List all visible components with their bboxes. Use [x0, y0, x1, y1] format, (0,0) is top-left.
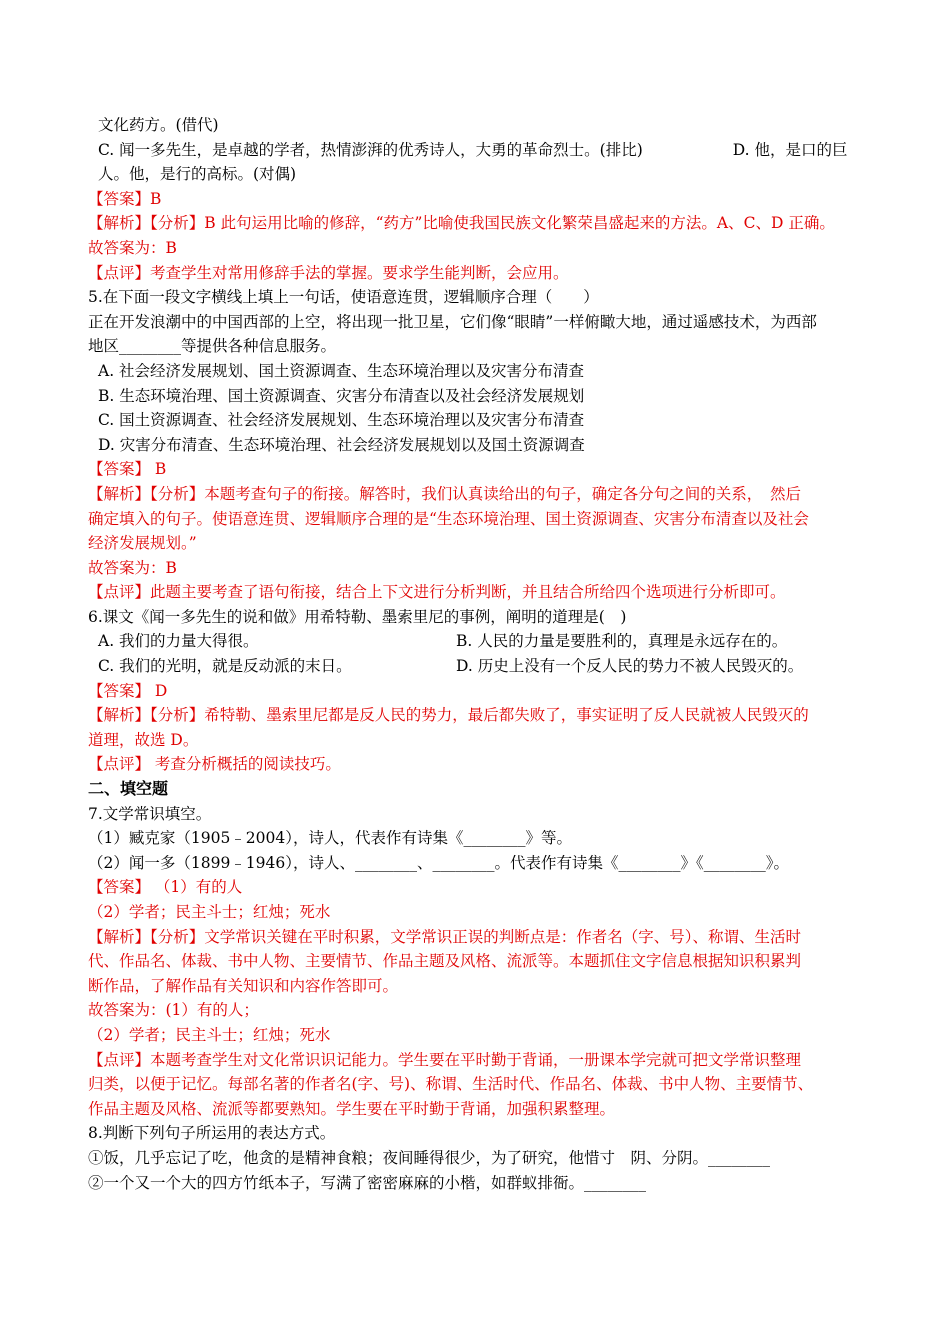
- q7-item-1: （1）臧克家（1905﹣2004），诗人，代表作有诗集《________》等。: [88, 829, 573, 848]
- q6-comment: 【点评】 考查分析概括的阅读技巧。: [88, 755, 341, 774]
- q4-option-d: D. 他，是口的巨: [732, 140, 848, 159]
- q5-option-a: A. 社会经济发展规划、国土资源调查、生态环境治理以及灾害分布清查: [98, 361, 585, 380]
- q5-final-answer: 故答案为：B: [88, 558, 177, 577]
- q5-option-c: C. 国土资源调查、社会经济发展规划、生态环境治理以及灾害分布清查: [98, 411, 585, 430]
- q6-options-ab: [88, 629, 868, 654]
- q5-option-d: D. 灾害分布清查、生态环境治理、社会经济发展规划以及国土资源调查: [98, 435, 585, 454]
- q5-analysis-3: 经济发展规划。”: [88, 534, 197, 553]
- q7-final-answer-2: （2）学者；民主斗士；红烛；死水: [88, 1025, 331, 1044]
- section-title: 二、填空题: [88, 779, 169, 799]
- q4-analysis: 【解析】【分析】B 此句运用比喻的修辞，“药方”比喻使我国民族文化繁荣昌盛起来的方法。A、C、D 正确。: [88, 214, 835, 233]
- q4-option-d-cont: 人。他，是行的高标。(对偶): [98, 165, 297, 184]
- q6-option-a: A. 我们的力量大得很。: [98, 632, 259, 651]
- document-page: [88, 113, 868, 1195]
- q7-stem: 7.文学常识填空。: [88, 804, 212, 823]
- q8-item-1: ①饭，几乎忘记了吃，他贪的是精神食粮；夜间睡得很少，为了研究，他惜寸 阴、分阴。________: [88, 1148, 771, 1167]
- q4-final-answer: 故答案为：B: [88, 238, 177, 257]
- q7-item-2: （2）闻一多（1899﹣1946），诗人、________、________。代表作有诗集《________》《________》。: [88, 853, 790, 872]
- q6-option-d: D. 历史上没有一个反人民的势力不被人民毁灭的。: [456, 657, 804, 676]
- q8-item-2: ②一个又一个大的四方竹纸本子，写满了密密麻麻的小楷，如群蚁排衙。________: [88, 1173, 647, 1192]
- q7-comment-3: 作品主题及风格、流派等都要熟知。学生要在平时勤于背诵，加强积累整理。: [88, 1099, 616, 1118]
- q5-answer: 【答案】 B: [88, 460, 167, 479]
- q7-answer-2: （2）学者；民主斗士；红烛；死水: [88, 903, 331, 921]
- q7-final-answer-1: 故答案为：(1）有的人；: [88, 1001, 259, 1020]
- q4-options-cd: [88, 138, 868, 163]
- q5-option-b: B. 生态环境治理、国土资源调查、灾害分布清查以及社会经济发展规划: [98, 386, 585, 405]
- q5-comment: 【点评】此题主要考查了语句衔接，结合上下文进行分析判断，并且结合所给四个选项进行分析即可。: [88, 583, 786, 602]
- q5-passage-line-1: 正在开发浪潮中的中国西部的上空，将出现一批卫星，它们像“眼睛”一样俯瞰大地，通过遥感技术，为西部: [88, 312, 817, 331]
- q6-option-b: B. 人民的力量是要胜利的，真理是永远存在的。: [456, 632, 788, 651]
- q4-option-c: C. 闻一多先生，是卓越的学者，热情澎湃的优秀诗人，大勇的革命烈士。(排比): [98, 140, 643, 159]
- q8-stem: 8.判断下列句子所运用的表达方式。: [88, 1124, 336, 1143]
- q6-analysis-1: 【解析】【分析】希特勒、墨索里尼都是反人民的势力，最后都失败了，事实证明了反人民就被人民毁灭的: [88, 706, 809, 725]
- q5-passage-line-2: 地区________等提供各种信息服务。: [88, 337, 337, 356]
- q5-stem: 5.在下面一段文字横线上填上一句话，使语意连贯，逻辑顺序合理（ ）: [88, 288, 599, 307]
- q5-analysis-1: 【解析】【分析】本题考查句子的衔接。解答时，我们认真读给出的句子，确定各分句之间的关系， 然后: [88, 484, 802, 503]
- q6-analysis-2: 道理，故选 D。: [88, 730, 199, 749]
- q7-analysis-3: 断作品，了解作品有关知识和内容作答即可。: [88, 976, 399, 995]
- q4-comment: 【点评】考查学生对常用修辞手法的掌握。要求学生能判断，会应用。: [88, 263, 569, 282]
- q7-answer-1: 【答案】 （1）有的人: [88, 878, 243, 897]
- q4-answer: 【答案】B: [88, 189, 162, 208]
- q6-answer: 【答案】 D: [88, 681, 168, 700]
- q5-analysis-2: 确定填入的句子。使语意连贯、逻辑顺序合理的是“生态环境治理、国土资源调查、灾害分布清查以及社会: [88, 509, 809, 528]
- q4-option-b-tail: 文化药方。(借代): [98, 116, 219, 134]
- q7-analysis-1: 【解析】【分析】文学常识关键在平时积累，文学常识正误的判断点是：作者名（字、号）、称谓、生活时: [88, 927, 802, 946]
- q6-option-c: C. 我们的光明，就是反动派的末日。: [98, 657, 352, 676]
- q7-analysis-2: 代、作品名、体裁、书中人物、主要情节、作品主题及风格、流派等。本题抓住文字信息根据知识积累判: [88, 952, 802, 971]
- q6-options-cd: [88, 654, 868, 679]
- q7-comment-1: 【点评】本题考查学生对文化常识识记能力。学生要在平时勤于背诵，一册课本学完就可把文学常识整理: [88, 1050, 802, 1069]
- q7-comment-2: 归类，以便于记忆。每部名著的作者名(字、号)、称谓、生活时代、作品名、体裁、书中人物、主要情节、: [88, 1075, 814, 1094]
- q6-stem: 6.课文《闻一多先生的说和做》用希特勒、墨索里尼的事例，阐明的道理是( ): [88, 607, 627, 626]
